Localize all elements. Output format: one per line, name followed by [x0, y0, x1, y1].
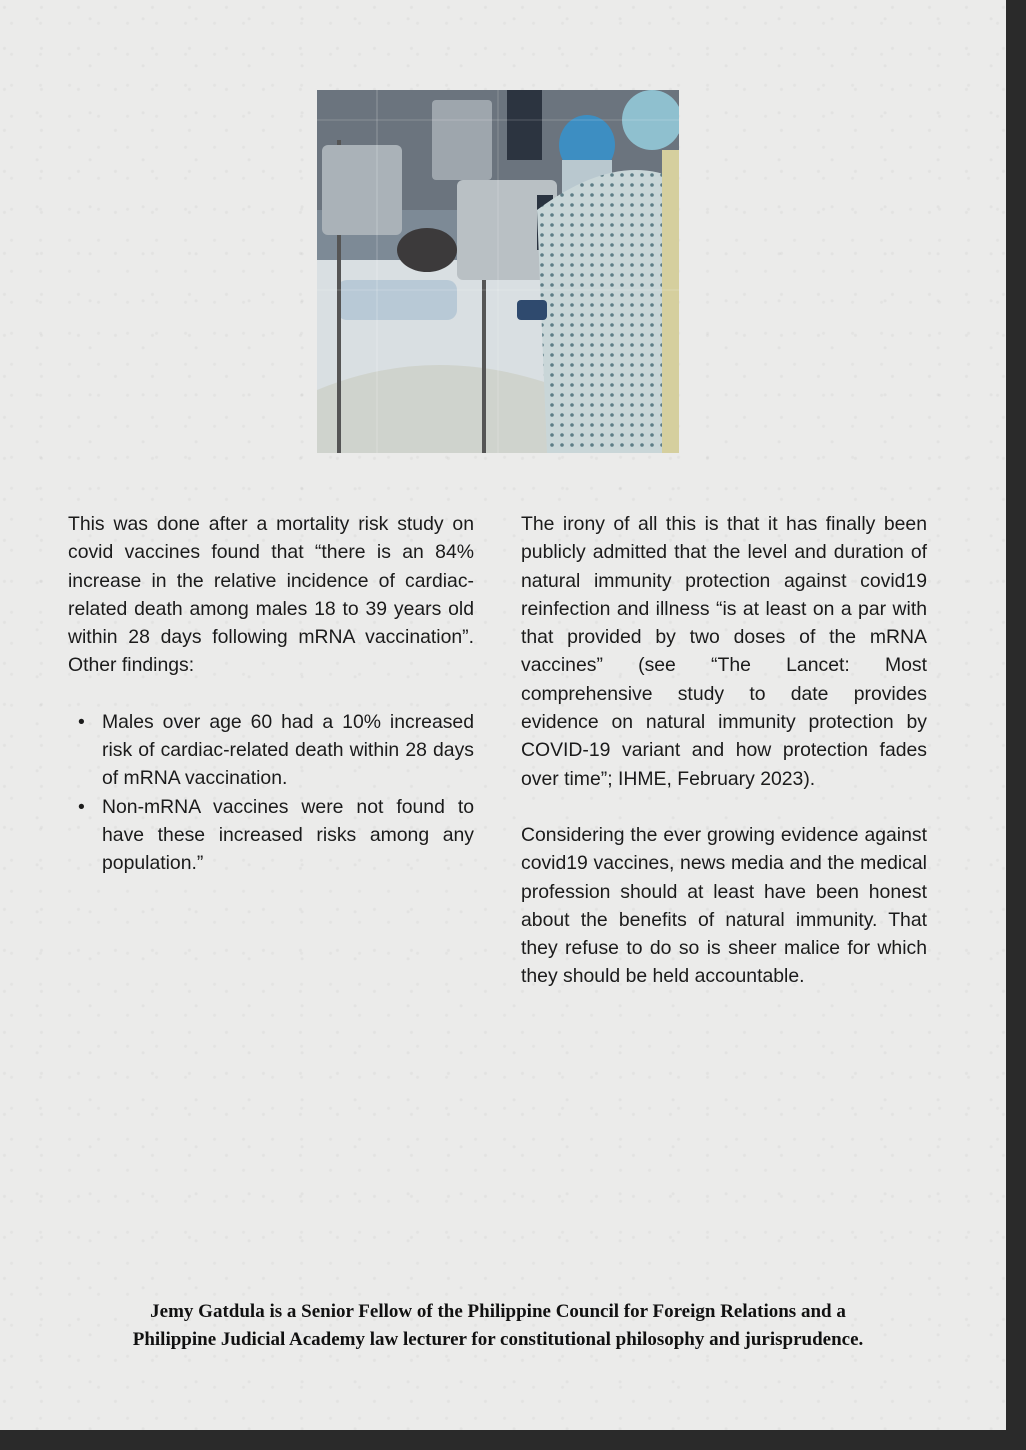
left-column — [68, 510, 474, 878]
list-item: • Males over age 60 had a 10% increased risk of cardiac-related death within 28 days of mRNA vaccination. — [68, 708, 474, 793]
right-column — [521, 510, 927, 991]
list-item: • Non-mRNA vaccines were not found to have these increased risks among any population.” — [68, 793, 474, 878]
findings-list — [68, 708, 474, 878]
page-edge-shadow — [1006, 0, 1026, 1450]
author-bio-line: Jemy Gatdula is a Senior Fellow of the Philippine Council for Foreign Relations and a — [150, 1301, 846, 1322]
intro-paragraph: This was done after a mortality risk study on covid vaccines found that “there is an 84% increase in the relative incidence of cardiac-related death among males 18 to 39 years old within 28 days following mRNA vaccination”. Other findings: — [68, 513, 474, 677]
author-bio-line: Philippine Judicial Academy law lecturer for constitutional philosophy and jurisprudence. — [132, 1329, 864, 1350]
page-edge-shadow — [0, 1430, 1026, 1450]
hospital-icu-photo — [317, 90, 679, 453]
conclusion-paragraph: Considering the ever growing evidence against covid19 vaccines, news media and the medical profession should at least have been honest about the benefits of natural immunity. That they refuse to do so is sheer malice for which they should be held accountable. — [521, 823, 927, 988]
irony-paragraph: The irony of all this is that it has finally been publicly admitted that the level and duration of natural immunity protection against covid19 reinfection and illness “is at least on a par with that provided by two doses of the mRNA vaccines” (see “The Lancet: Most comprehensive study to date provides evidence on natural immunity protection by COVID-19 variant and how protection fades over time”; IHME, February 2023). — [521, 513, 927, 790]
author-bio — [0, 1298, 996, 1354]
